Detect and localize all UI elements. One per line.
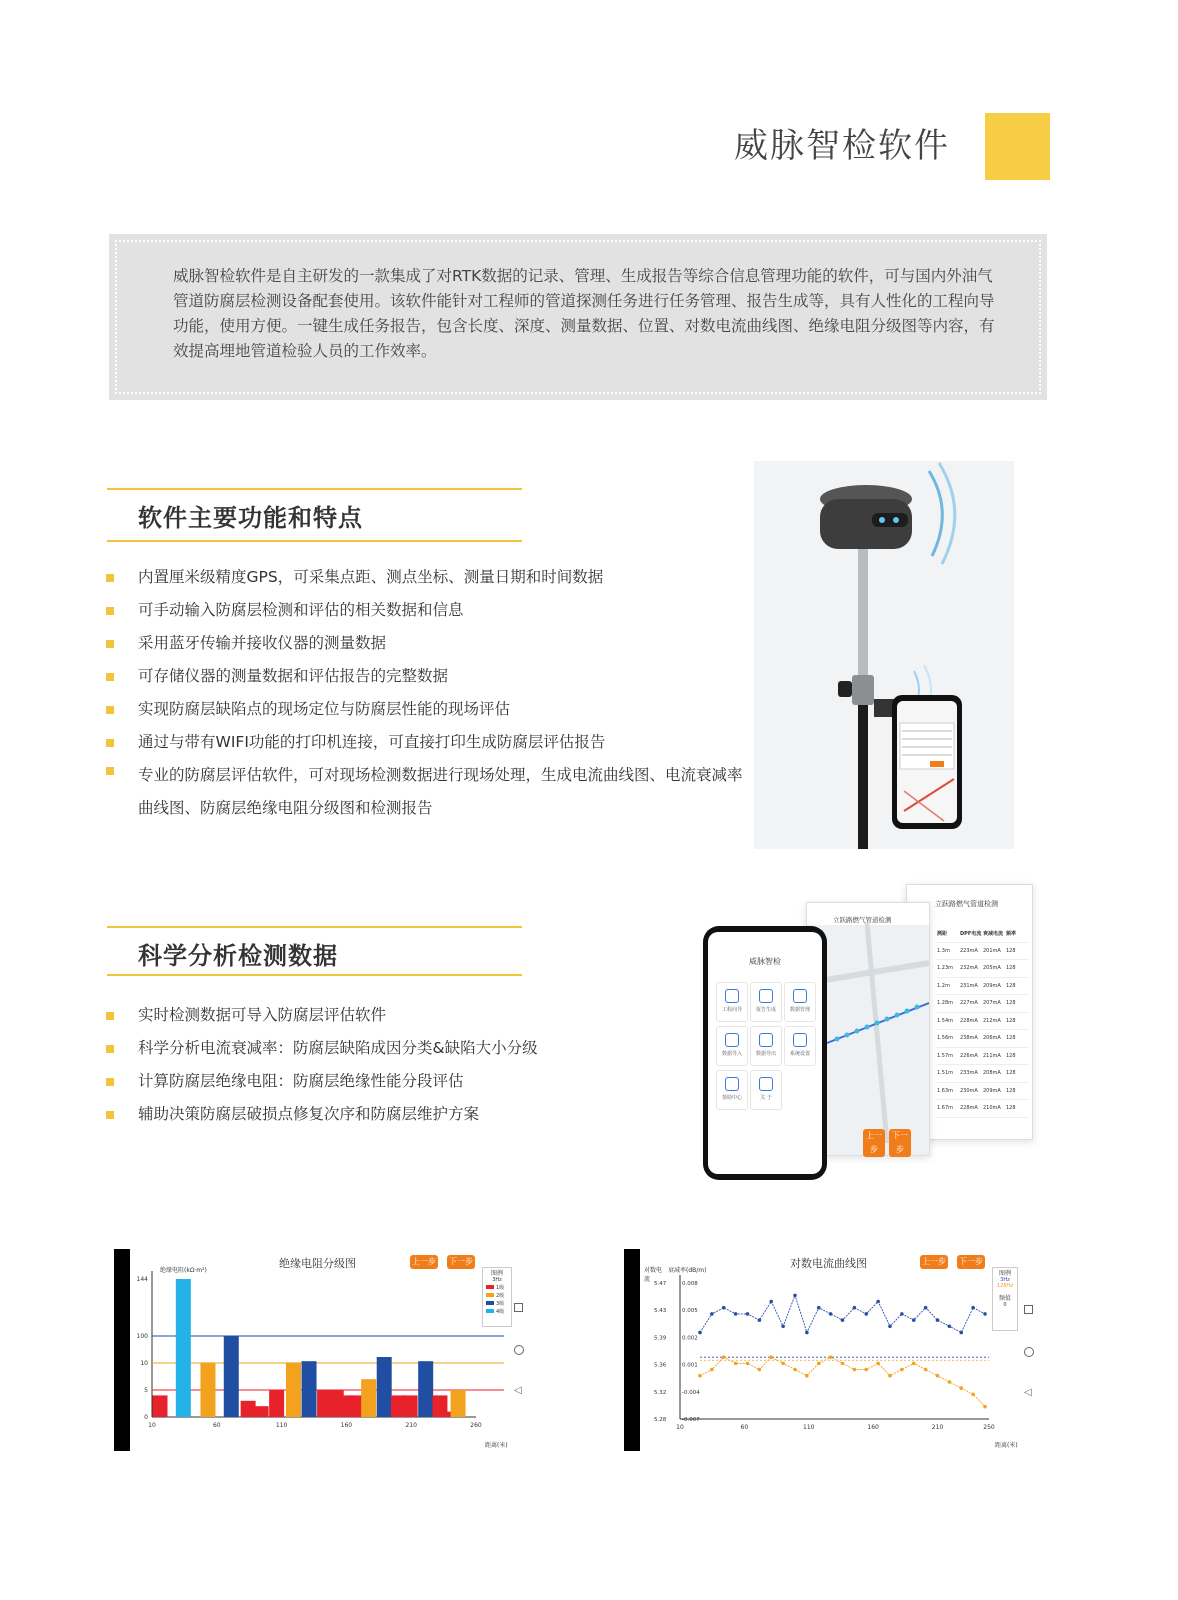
table-row [937,1013,1029,1031]
chart-ylabel-left: 对数电流 [644,1267,663,1283]
section-line-top [107,926,522,928]
series-line [700,1295,985,1332]
data-point [769,1300,773,1304]
data-point [924,1306,928,1310]
chart1-prev-button[interactable]: 上一步 [410,1255,438,1269]
map-next-button[interactable]: 下一步 [889,1129,911,1157]
list-item: 专业的防腐层评估软件，可对现场检测数据进行现场处理，生成电流曲线图、电流衰减率曲线图、防腐层绝缘电阻分级图和检测报告 [106,759,746,825]
app-icon-label: 帮助中心 [721,1095,742,1101]
data-point [698,1374,702,1378]
app-feature-icon [725,989,739,1003]
bar [286,1362,301,1417]
data-point [841,1362,845,1366]
data-point [959,1331,963,1335]
list-item: 通过与带有WIFI功能的打印机连接，可直接打印生成防腐层评估报告 [106,731,746,753]
bar [176,1279,191,1417]
table-cell: 1.23m [937,965,954,972]
bar [241,1401,256,1417]
table-cell: 128 [1006,947,1016,954]
data-point [900,1312,904,1316]
data-point [936,1374,940,1378]
table-cell: 233mA [960,1070,978,1077]
list-item: 内置厘米级精度GPS，可采集点距、测点坐标、测量日期和时间数据 [106,566,746,588]
table-cell: 频率 [1006,930,1017,937]
legend-swatch [486,1301,494,1305]
data-point [888,1324,892,1328]
table-cell: 230mA [960,1087,978,1094]
data-point [746,1362,750,1366]
data-point [971,1392,975,1396]
x-tick-label: 110 [803,1424,815,1431]
bar [451,1390,466,1417]
legend-label: 1级 [496,1284,505,1291]
app-feature-icon [793,1033,807,1047]
insulation-chart-panel [114,1249,532,1451]
y-tick-label: 5 [144,1387,148,1394]
y-tick-label: 5.43 [654,1308,667,1315]
chart2-legend [992,1267,1018,1331]
chart2-next-button[interactable]: 下一步 [957,1255,985,1269]
y-tick-label-right: -0.007 [682,1417,700,1423]
legend-freq: 3Hz [492,1277,502,1283]
app-feature-icon [759,1033,773,1047]
data-point [793,1368,797,1372]
table-cell: 207mA [983,1000,1001,1007]
square-nav-icon[interactable] [1024,1305,1033,1314]
data-point [758,1368,762,1372]
y-tick-label-right: 0.002 [682,1335,698,1342]
data-point [853,1306,857,1310]
features-title: 软件主要功能和特点 [138,504,363,532]
table-cell: 238mA [960,1035,978,1042]
app-icon-label: 报告生成 [755,1007,776,1013]
x-tick-label: 60 [212,1422,221,1429]
data-point [876,1300,880,1304]
app-icon-label: 系统设置 [789,1051,810,1057]
data-point [864,1368,868,1372]
page-title: 威脉智检软件 [734,126,950,166]
data-point [698,1331,702,1335]
table-cell: 1.28m [937,1000,954,1007]
table-cell: 228mA [960,1017,978,1024]
table-screen-title: 立跃路燃气管道检测 [935,900,998,908]
table-cell: 128 [1006,1105,1016,1112]
y-tick-label: 5.28 [654,1417,667,1423]
data-point [781,1324,785,1328]
table-cell: 128 [1006,1052,1016,1059]
list-item: 辅助决策防腐层破损点修复次序和防腐层维护方案 [106,1103,706,1125]
x-tick-label: 60 [740,1424,749,1431]
legend-item [483,1307,511,1315]
list-item: 计算防腐层绝缘电阻：防腐层绝缘性能分段评估 [106,1070,706,1092]
table-cell: 1.3m [937,947,950,954]
table-cell: 1.57m [937,1052,954,1059]
legend-extra-value: 0 [1003,1302,1007,1308]
y-tick-label: 0 [144,1414,148,1421]
bar [302,1361,317,1417]
chart-ylabel-right: 衰减率(dB/m) [668,1267,707,1274]
chart2-prev-button[interactable]: 上一步 [920,1255,948,1269]
legend-label: 2级 [496,1292,505,1299]
bar [153,1395,168,1417]
table-cell: 128 [1006,1087,1016,1094]
rtk-device-photo [754,461,1014,849]
legend-extra: 频值 [998,1295,1011,1302]
data-point [722,1306,726,1310]
x-tick-label: 110 [275,1422,288,1429]
bar [418,1361,433,1417]
app-icon-tile[interactable] [750,1070,782,1110]
app-icon-tile[interactable] [716,982,748,1022]
bar [361,1379,376,1417]
chart-xlabel: 距离(米) [995,1442,1018,1449]
chart-ylabel: 绝缘电阻(kΩ·m²) [160,1267,207,1274]
table-cell: 210mA [983,1105,1001,1112]
x-tick-label: 160 [867,1424,879,1431]
legend-label: 3级 [496,1300,505,1307]
y-tick-label: 10 [140,1360,148,1367]
app-phone [703,926,827,1180]
intro-text: 威脉智检软件是自主研发的一款集成了对RTK数据的记录、管理、生成报告等综合信息管理功能的软件，可与国内外油气管道防腐层检测设备配套使用。该软件能针对工程师的管道探测任务进行任务管理、报告生成等，具有人性化的工程向导功能，使用方便。一键生成任务报告，包含长度、深度、测量数据、位置、对数电流曲线图、绝缘电阻分级图等内容，有效提高埋地管道检验人员的工作效率。 [173,267,995,360]
title-accent-block [985,113,1050,180]
app-icon-tile[interactable] [716,1026,748,1066]
rtk-device-illustration [754,461,1014,849]
app-data-table [937,925,1029,1118]
bar [403,1395,418,1417]
x-tick-label: 260 [470,1422,482,1429]
y-tick-label: 5.36 [654,1362,667,1369]
data-point [805,1331,809,1335]
table-cell: DPF电流 [960,930,982,937]
table-cell: 201mA [983,947,1001,954]
legend-swatch [486,1293,494,1297]
data-point [912,1362,916,1366]
data-point [948,1380,952,1384]
data-point [746,1312,750,1316]
square-nav-icon[interactable] [514,1303,523,1312]
x-tick-label: 10 [148,1422,156,1429]
y-tick-label-right: 0.008 [682,1281,698,1287]
app-icon-label: 数据导出 [755,1051,776,1057]
chart-title: 绝缘电阻分级图 [279,1257,356,1270]
x-tick-label: 210 [931,1424,944,1431]
table-cell: 128 [1006,1017,1016,1024]
y-tick-label: 100 [136,1333,148,1340]
list-item: 实时检测数据可导入防腐层评估软件 [106,1004,706,1026]
y-tick-label-right: -0.004 [682,1389,700,1396]
table-cell: 1.56m [937,1035,954,1042]
table-cell: 1.54m [937,1017,954,1024]
legend-item [483,1299,511,1307]
app-feature-icon [759,1077,773,1091]
app-icon-tile[interactable] [750,1026,782,1066]
table-cell: 205mA [983,965,1001,972]
bar [200,1362,215,1417]
table-cell: 1.2m [937,982,950,989]
app-feature-icon [725,1077,739,1091]
table-cell: 211mA [983,1052,1001,1059]
table-cell: 128 [1006,965,1016,972]
y-tick-label: 5.32 [654,1389,667,1396]
table-row [937,1048,1029,1066]
y-tick-label: 144 [136,1276,148,1283]
table-cell: 231mA [960,982,978,989]
back-nav-icon[interactable]: ◁ [514,1385,522,1396]
data-point [829,1355,833,1359]
data-point [805,1374,809,1378]
legend-item: 3Hz [1000,1277,1010,1283]
x-tick-label: 250 [983,1424,995,1431]
section-line-top [107,488,522,490]
data-point [722,1355,726,1359]
list-item: 可存储仪器的测量数据和评估报告的完整数据 [106,665,746,687]
table-row [937,1100,1029,1118]
data-point [829,1312,833,1316]
table-row [937,943,1029,961]
analysis-list [106,1004,706,1136]
table-cell: 232mA [960,965,978,972]
table-cell: 209mA [983,1087,1001,1094]
log-current-chart-panel [624,1249,1044,1451]
table-row [937,960,1029,978]
table-cell: 212mA [983,1017,1001,1024]
map-prev-button[interactable]: 上一步 [863,1129,885,1157]
back-nav-icon[interactable]: ◁ [1024,1387,1032,1398]
phone-screen [708,932,822,1174]
data-point [912,1318,916,1322]
data-point [734,1312,738,1316]
data-point [864,1312,868,1316]
y-tick-label-right: 0.005 [682,1308,698,1315]
data-point [781,1362,785,1366]
data-point [959,1386,963,1390]
circle-nav-icon[interactable] [514,1345,524,1355]
legend-title: 图例 [998,1270,1011,1277]
data-point [841,1318,845,1322]
app-icon-tile[interactable] [716,1070,748,1110]
data-point [983,1405,987,1409]
data-point [983,1312,987,1316]
table-cell: 衰减电流 [983,930,1004,937]
bar [348,1395,363,1417]
data-point [769,1355,773,1359]
table-row [937,995,1029,1013]
table-cell: 128 [1006,1070,1016,1077]
y-tick-label: 5.47 [654,1281,667,1287]
data-point [948,1324,952,1328]
app-icon-label: 关 于 [760,1095,772,1101]
data-point [710,1312,714,1316]
insulation-chart [114,1249,532,1451]
data-point [710,1368,714,1372]
data-point [817,1362,821,1366]
list-item: 实现防腐层缺陷点的现场定位与防腐层性能的现场评估 [106,698,746,720]
table-cell: 209mA [983,982,1001,989]
table-cell: 1.67m [937,1105,954,1112]
chart-xlabel: 距离(米) [485,1442,508,1449]
app-feature-icon [793,989,807,1003]
bar [224,1336,239,1417]
chart1-legend [482,1267,512,1327]
chart-title: 对数电流曲线图 [790,1257,867,1270]
features-list [106,566,746,825]
app-icon-label: 数据导入 [721,1051,742,1057]
x-tick-label: 10 [676,1424,684,1431]
table-row [937,1065,1029,1083]
table-cell: 227mA [960,1000,978,1007]
data-point [900,1368,904,1372]
legend-title: 图例 [490,1270,503,1277]
data-point [734,1362,738,1366]
table-cell: 测距 [937,930,948,937]
data-point [876,1362,880,1366]
table-cell: 128 [1006,1035,1016,1042]
table-cell: 206mA [983,1035,1001,1042]
circle-nav-icon[interactable] [1024,1347,1034,1357]
x-tick-label: 160 [340,1422,353,1429]
table-cell: 1.51m [937,1070,954,1077]
list-item: 科学分析电流衰减率：防腐层缺陷成因分类&缺陷大小分级 [106,1037,706,1059]
chart1-next-button[interactable]: 下一步 [447,1255,475,1269]
table-cell: 128 [1006,982,1016,989]
x-tick-label: 210 [405,1422,417,1429]
table-cell: 1.63m [937,1087,954,1094]
app-icon-label: 工程向导 [721,1007,742,1013]
legend-item [483,1291,511,1299]
y-tick-label-right: 0.001 [682,1362,698,1369]
table-cell: 223mA [960,947,978,954]
bar [269,1390,284,1417]
bar [377,1357,392,1417]
app-icon-tile[interactable] [784,1026,816,1066]
data-point [758,1318,762,1322]
legend-label: 4级 [496,1308,505,1315]
section-line-bottom [107,540,522,542]
data-point [817,1306,821,1310]
table-cell: 226mA [960,1052,978,1059]
log-current-chart [624,1249,1044,1451]
app-icon-tile[interactable] [750,982,782,1022]
data-point [924,1368,928,1372]
bar [254,1406,269,1417]
legend-item [483,1283,511,1291]
map-screen-title: 立跃路燃气管道检测 [833,916,892,924]
app-title: 威脉智检 [749,957,781,966]
analysis-title: 科学分析检测数据 [138,942,338,970]
table-cell: 128 [1006,1000,1016,1007]
app-feature-icon [725,1033,739,1047]
table-cell: 208mA [983,1070,1001,1077]
table-header-row [937,925,1029,943]
app-feature-icon [759,989,773,1003]
app-icon-tile[interactable] [784,982,816,1022]
data-point [971,1306,975,1310]
app-icon-label: 数据管理 [789,1007,810,1013]
table-row [937,1083,1029,1101]
list-item: 可手动输入防腐层检测和评估的相关数据和信息 [106,599,746,621]
section-line-bottom [107,974,522,976]
intro-box [109,234,1047,400]
y-tick-label: 5.39 [654,1335,667,1342]
legend-swatch [486,1285,494,1289]
table-cell: 228mA [960,1105,978,1112]
data-point [888,1374,892,1378]
data-point [853,1368,857,1372]
list-item: 采用蓝牙传输并接收仪器的测量数据 [106,632,746,654]
legend-swatch [486,1309,494,1313]
data-point [936,1318,940,1322]
legend-item: 128Hz [997,1283,1013,1289]
data-point [793,1294,797,1298]
table-row [937,978,1029,996]
table-row [937,1030,1029,1048]
